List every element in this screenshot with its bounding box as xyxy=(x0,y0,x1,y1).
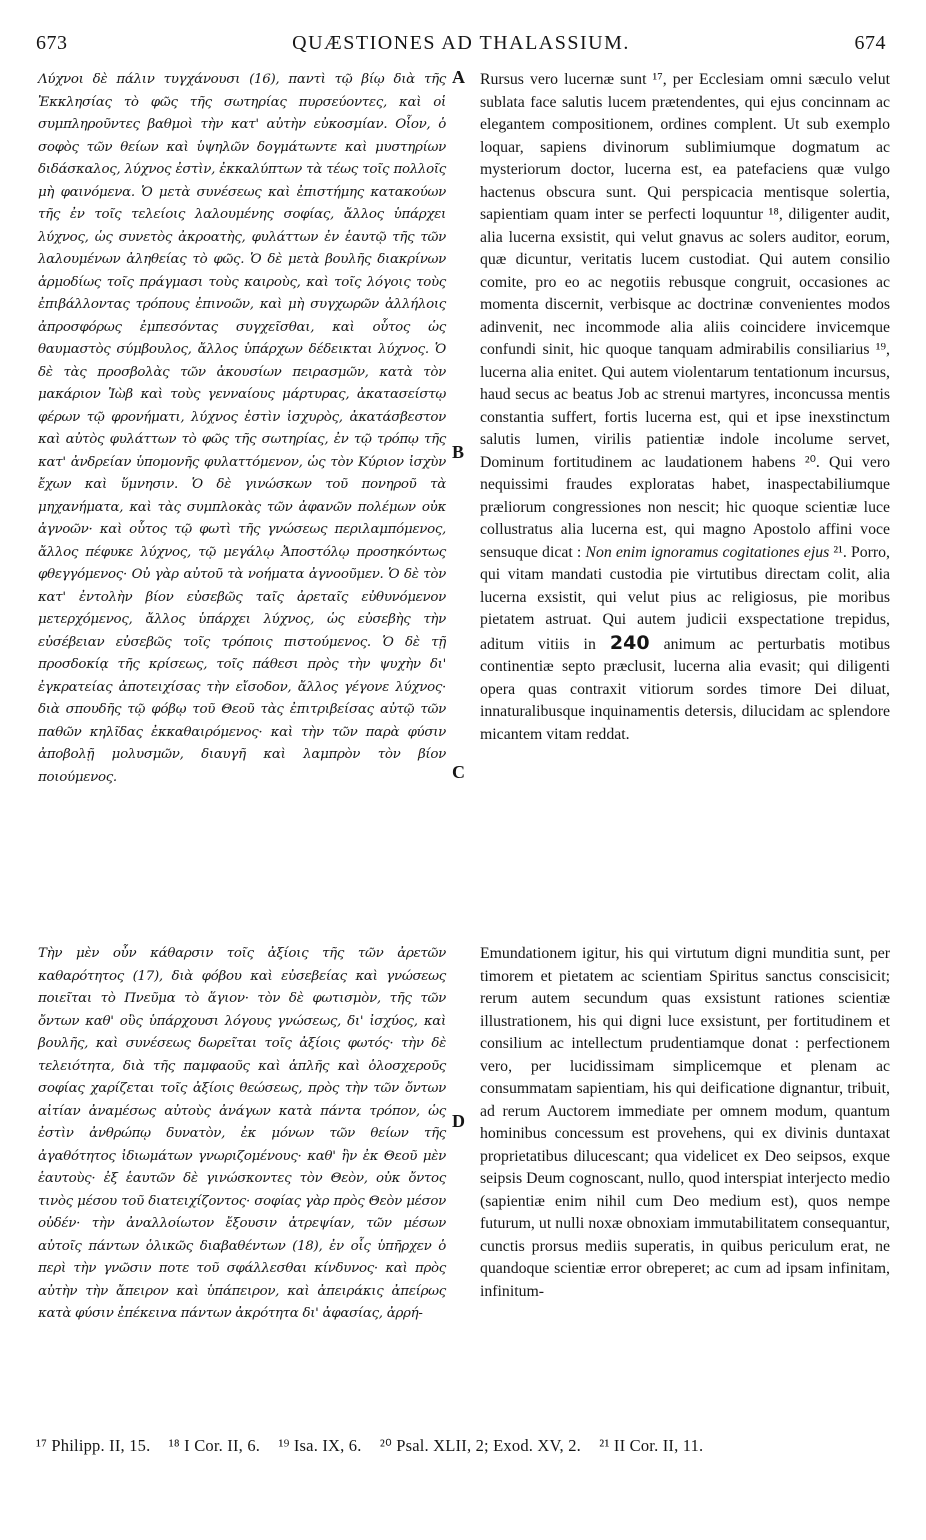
right-page-number: 674 xyxy=(854,32,886,54)
footnote: ¹⁷ Philipp. II, 15. xyxy=(36,1436,151,1455)
footnote: ¹⁸ I Cor. II, 6. xyxy=(168,1436,261,1455)
footnotes xyxy=(36,1436,886,1456)
greek-column-paragraph-2 xyxy=(38,943,446,1326)
greek-column-paragraph-1 xyxy=(38,69,446,789)
latin-scripture-quote: Non enim ignoramus cogitationes ejus xyxy=(585,543,830,561)
footnote: ¹⁹ Isa. IX, 6. xyxy=(278,1436,362,1455)
footnote: ²¹ II Cor. II, 11. xyxy=(599,1436,704,1455)
margin-marker-d: D xyxy=(452,1111,465,1131)
latin-text-1a: Rursus vero lucernæ sunt ¹⁷, per Ecclesiam omni sæculo velut sublata face salutis lucem prætendentes, qui ejus concinnam ac elegantem compositionem, ordines complent. Ut sub exemplo loquar, sapiens divinorum sublimiumque dogmatum ac mysteriorum doctor, lucerna est, ea patefaciens quæ vulgo hactenus obscura sunt. Qui perspicacia mentisque solertia, sapientiam quam inter se perfecti loquuntur ¹⁸, diligenter audit, alia lucerna exsistit, qui velut gnavus ac solers auditor, eorum, quæ dicuntur, veritatis lucem custodiat. Qui autem consilio comite, pro eo ac negotiis rebusque congruit, occasiones ac momenta discernit, verbisque ac doctrinæ convenientes modos adinvenit, nec incommode alia aliis coincidere invicemque confundi sinit, hic quoque tanquam admirabilis consiliarius ¹⁹, lucerna alia enitet. Qui autem violentarum tentationum incursus, haud secus ac beatus Job ac strenui martyres, inconcussa mentis constantia suffert, fortis lucerna est, qui et ipse inexstinctum salutis lumen, virilis patientiæ indole incolume servet, Dominum fortitudinem ac laudationem habens ²⁰. Qui vero nequissimi fraudes exploratas habet, inaspectabiliumque præliorum congressiones non nescit; hic quoque scientiæ luce collustratus alia lucerna est, qui magno Apostolo affini voce sensuque dicat : xyxy=(480,71,890,561)
latin-text-1b: ²¹. Porro, qui vitam mandati custodia pie virtutibus directam colit, alia lucerna exsistit, qui velut pius ac religiosus, pie moribus pietatem astruat. Qui autem judicii exspectatione trepidus, aditum vitiis in xyxy=(480,543,891,653)
margin-marker-c: C xyxy=(452,762,465,782)
greek-text-2: Τὴν μὲν οὖν κάθαρσιν τοῖς ἀξίοις τῆς τῶν ἀρετῶν καθαρότητος (17), διὰ φόβου καὶ εὐσεβείας καὶ γνώσεως ποιεῖται τὸ Πνεῦμα τὸ ἅγιον· τὸν δὲ φωτισμὸν, τῆς τῶν ὄντων καθ' οὓς ὑπάρχουσι λόγους γνώσεως, δι' ἰσχύος, καὶ βουλῆς, καὶ συνέσεως δωρεῖται τοῖς ἀξίοις φωτός· τὴν δὲ τελειότητα, διὰ τῆς παμφαοῦς καὶ ἁπλῆς καὶ ὁλοσχεροῦς σοφίας χαρίζεται τοῖς ἀξίοις θεώσεως, πρὸς τὴν τῶν ὄντων αἰτίαν ἀναμέσως αὐτοὺς ἀνάγων κατὰ πάντα τρόπον, ὡς ἐστὶν ἀνθρώπῳ δυνατὸν, ἐκ μόνων τῶν θείων τῆς ἀγαθότητος ἰδιωμάτων γνωριζομένους· καθ' ἣν ἐκ Θεοῦ μὲν ἑαυτοὺς· ἐξ ἑαυτῶν δὲ γινώσκοντες τὸν Θεὸν, οὐκ ὄντος τινὸς μέσου τοῦ διατειχίζοντος· σοφίας γὰρ πρὸς Θεὸν μέσον οὐδέν· τὴν ἀναλλοίωτον ἔξουσιν ἀτρεψίαν, τῶν μέσων αὐτοῖς πάντων ὁλικῶς διαβαθέντων (18), ἐν οἷς ὑπῆρχεν ὁ περὶ τὴν γνῶσιν ποτε τοῦ σφάλλεσθαι κίνδυνος· καὶ πρὸς αὐτὴν τὴν ἄπειρον καὶ ὑπάπειρον, καὶ ἀπειράκις ἀπείρως κατὰ φύσιν ἐπέκεινα πάντων ἀκρότητα δι' ἀφασίας, ἀρρή- xyxy=(38,946,446,1321)
greek-text-1: Λύχνοι δὲ πάλιν τυγχάνουσι (16), παντὶ τῷ βίῳ διὰ τῆς Ἐκκλησίας τὸ φῶς τῆς σωτηρίας πυρσεύοντες, καὶ οἱ συμπληροῦντες βαθμοὶ τὴν κατ' αὐτὴν εὐκοσμίαν. Οἷον, ὁ σοφὸς τῶν θείων καὶ ὑψηλῶν δογμάτωντε καὶ μυστηρίων διδάσκαλος, λύχνος ἐστὶν, ἐκκαλύπτων τὰ τέως τοῖς πολλοῖς μὴ φαινόμενα. Ὁ μετὰ συνέσεως καὶ ἐπιστήμης κατακούων τῆς ἐν τοῖς τελείοις λαλουμένης σοφίας, ἄλλος ὑπάρχει λύχνος, ὡς συνετὸς ἀκροατὴς, φυλάττων ἐν ἑαυτῷ τῆς τῶν λαλουμένων ἀληθείας τὸ φῶς. Ὁ δὲ μετὰ βουλῆς διακρίνων ἁρμοδίως τοῖς πράγμασι τοὺς καιροὺς, καὶ τοῖς λόγοις τοὺς ἐπιβάλλοντας τρόπους ἐπινοῶν, καὶ μὴ συγχωρῶν ἀλλήλοις ἀπροσφόρως ἐμπεσόντας συγχεῖσθαι, καὶ οὗτος ὡς θαυμαστὸς σύμβουλος, ἄλλος ὑπάρχων δέδεικται λύχνος. Ὁ δὲ τὰς προσβολὰς τῶν ἀκουσίων πειρασμῶν, κατὰ τὸν μακάριον Ἰὼβ καὶ τοὺς γενναίους μάρτυρας, ἀκατασείστῳ φέρων τῷ φρονήματι, λύχνος ἐστὶν ἰσχυρὸς, ἀκατάσβεστον καὶ αὐτὸς φυλάττων τὸ φῶς τῆς σωτηρίας, ἐν τῷ τρόπῳ τῆς κατ' ἀνδρείαν ὑπομονῆς φυλαττόμενον, ὡς τὸν Κύριον ἰσχὺν ἔχων καὶ ὕμνησιν. Ὁ δὲ γινώσκων τοῦ πονηροῦ τὰ μηχανήματα, καὶ τὰς συμπλοκὰς τῶν ἀφανῶν πολέμων οὐκ ἀγνοῶν· καὶ οὗτος τῷ φωτὶ τῆς γνώσεως περιλαμπόμενος, ἄλλος πέφυκε λύχνος, τῷ μεγάλῳ Ἀποστόλῳ προσηκόντως φθεγγόμενος· Οὐ γὰρ αὐτοῦ τὰ νοήματα ἀγνοοῦμεν. Ὁ δὲ τὸν κατ' ἐντολὴν βίον εὐσεβῶς ταῖς ἀρεταῖς εὐθυνόμενον μετερχόμενος, ἄλλος ὑπάρχει λύχνος, ὡς εὐσεβὴς τὴν εὐσέβειαν εὐσεβῶς τοῖς τρόποις πιστούμενος. Ὁ δὲ τῇ προσδοκίᾳ τῆς κρίσεως, τοῖς πάθεσι πρὸς τὴν ψυχὴν δι' ἐγκρατείας ἀποτειχίσας τὴν εἴσοδον, ἄλλος γέγονε λύχνος· διὰ σπουδῆς τῷ φόβῳ τοῦ Θεοῦ τὰς ἐπιτριβείσας αὐτῷ τῶν παθῶν κηλῖδας ἐκκαθαιρόμενος· καὶ τὴν τῶν παρὰ φύσιν ἀποβολῇ μολυσμῶν, διαυγῆ καὶ λαμπρὸν τὸν βίον ποιούμενος. xyxy=(38,72,446,785)
footnote: ²⁰ Psal. XLII, 2; Exod. XV, 2. xyxy=(379,1436,581,1455)
latin-text-2: Emundationem igitur, his qui virtutum digni munditia sunt, per timorem et pietatem ac scientiam Spiritus sanctus conscisicit; rerum autem secundum quas exsistunt rationes scientiæ illustrationem, his qui digni luce exsistunt, per fortitudinem et consilium ac intellectum prudentiamque donat : perfectionem vero, per lucidissimam simplicemque et plenam ac consummatam sapientiam, his qui deificatione dignantur, tribuit, ad rerum Auctorem immediate per omnem modum, quantum hominibus concessum est provehens, qui ex divinis duntaxat proprietatibus dilucescant; qua videlicet ex Deo seipsos, exque seipsis Deum cognoscant, nullo, quod interspiat interjecto medio (sapientiæ enim nihil cum Deo medium est), quos nempe futurum, ut nulli noxæ obnoxiam immutabilitatem consequantur, cunctis prorsus mediis superatis, in quibus periculum erat, ne quandoque scientiæ error obreperet; ac cum ad ipsam infinitam, infinitum- xyxy=(480,945,890,1300)
latin-text-1c: animum ac perturbatis motibus continentiæ septo præclusit, lucerna alia evasit; qui diligenti opera quas contraxit vitiorum sordes timore Dei diluat, innaturalibusque inquinamentis detersis, dilucidam ac splendore micantem vitam reddat. xyxy=(480,635,890,743)
page-header xyxy=(36,32,886,58)
running-title: QUÆSTIONES AD THALASSIUM. xyxy=(292,32,630,54)
latin-text-1 xyxy=(480,69,890,746)
latin-column-paragraph-2 xyxy=(480,943,890,1303)
margin-marker-a: A xyxy=(452,67,465,87)
margin-marker-b: B xyxy=(452,442,465,462)
left-page-number: 673 xyxy=(36,32,68,54)
latin-column-paragraph-1 xyxy=(480,69,890,746)
column-number: 240 xyxy=(609,631,650,654)
